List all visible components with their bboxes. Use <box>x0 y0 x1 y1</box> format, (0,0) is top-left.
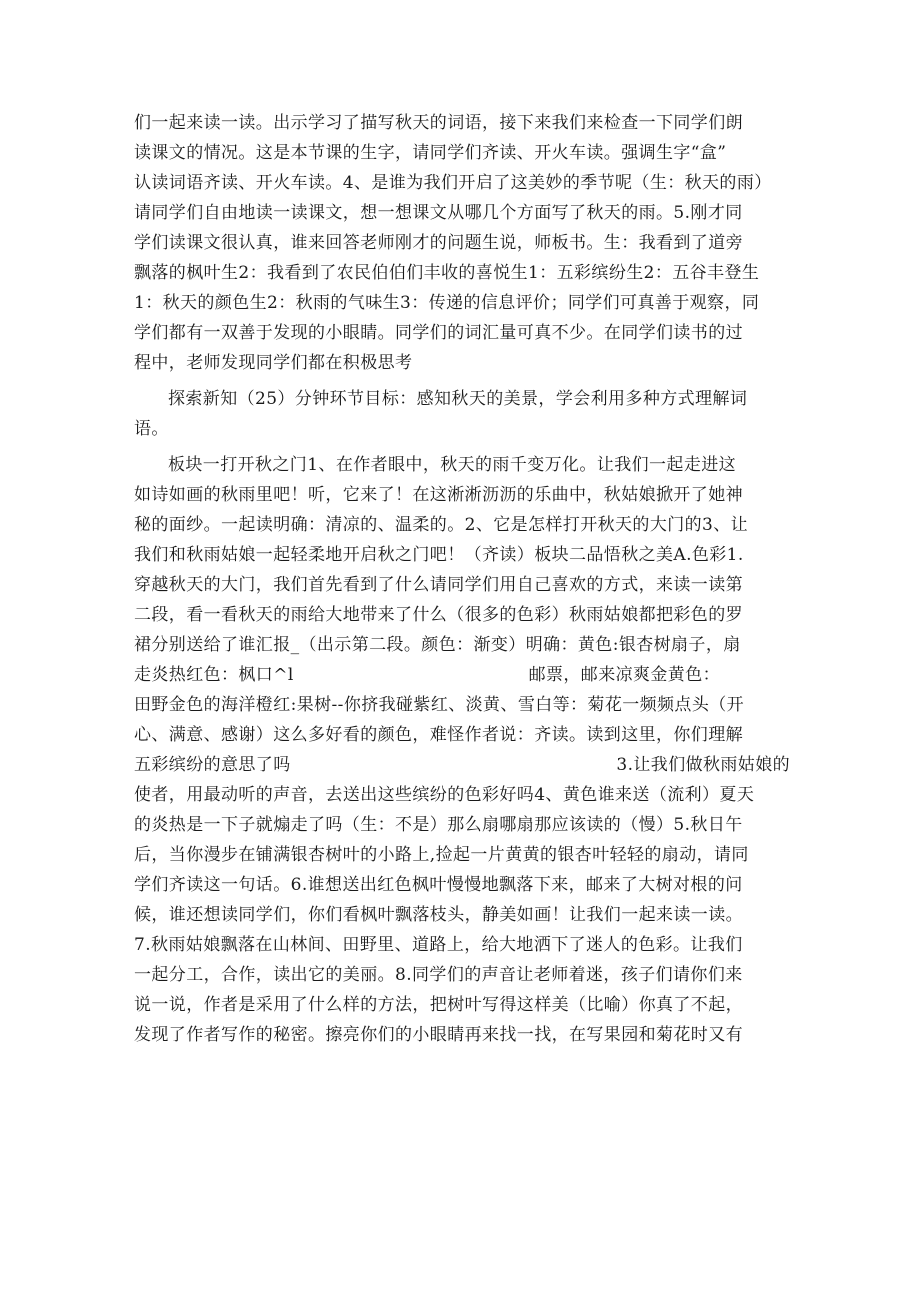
text-fragment-right: 3.让我们做秋雨姑娘的 <box>616 755 790 775</box>
text-line: 学们都有一双善于发现的小眼睛。同学们的词汇量可真不少。在同学们读书的过 <box>134 323 743 343</box>
text-line: 读课文的情况。这是本节课的生字，请同学们齐读、开火车读。强调生字“盒” <box>134 143 727 163</box>
paragraph-1 <box>134 108 790 378</box>
text-line: 说一说，作者是采用了什么样的方法，把树叶写得这样美（比喻）你真了不起， <box>134 995 743 1015</box>
text-line: 程中，老师发现同学们都在积极思考 <box>134 353 413 373</box>
text-line: 的炎热是一下子就煽走了吗（生：不是）那么扇哪扇那应该读的（慢）5.秋日午 <box>134 815 743 835</box>
document-page <box>134 108 790 1050</box>
text-line: 候，谁还想读同学们，你们看枫叶飘落枝头，静美如画！让我们一起来读一读。 <box>134 905 743 925</box>
text-line: 田野金色的海洋橙红:果树--你挤我碰紫红、淡黄、雪白等：菊花一频频点头（开 <box>134 695 745 715</box>
text-line: 裙分别送给了谁汇报_（出示第二段。颜色：渐变）明确：黄色:银杏树扇子，扇 <box>134 635 741 655</box>
text-line: 学们齐读这一句话。6.谁想送出红色枫叶慢慢地飘落下来，邮来了大树对根的问 <box>134 875 743 895</box>
text-fragment-left: 走炎热红色：枫口^l <box>134 665 294 685</box>
text-line: 使者，用最动听的声音，去送出这些缤纷的色彩好吗4、黄色谁来送（流利）夏天 <box>134 785 755 805</box>
text-line: 二段，看一看秋天的雨给大地带来了什么（很多的色彩）秋雨姑娘都把彩色的罗 <box>134 605 743 625</box>
text-line: 语。 <box>134 419 169 439</box>
text-fragment-right: 邮票，邮来凉爽金黄色： <box>528 665 720 685</box>
text-line: 1：秋天的颜色生2：秋雨的气味生3：传递的信息评价；同学们可真善于观察，同 <box>134 293 760 313</box>
text-line: 心、满意、感谢）这么多好看的颜色，难怪作者说：齐读。读到这里，你们理解 <box>134 725 743 745</box>
text-line: 们一起来读一读。出示学习了描写秋天的词语，接下来我们来检查一下同学们朗 <box>134 113 743 133</box>
text-line: 后，当你漫步在铺满银杏树叶的小路上,捡起一片黄黄的银杏叶轻轻的扇动，请同 <box>134 845 749 865</box>
paragraph-3 <box>134 450 790 1050</box>
text-line-with-gap <box>134 660 790 690</box>
text-line: 飘落的枫叶生2：我看到了农民伯伯们丰收的喜悦生1：五彩缤纷生2：五谷丰登生 <box>134 263 760 283</box>
text-line: 一起分工，合作，读出它的美丽。8.同学们的声音让老师着迷，孩子们请你们来 <box>134 965 743 985</box>
text-line: 探索新知（25）分钟环节目标：感知秋天的美景，学会利用多种方式理解词 <box>168 389 748 409</box>
text-line: 我们和秋雨姑娘一起轻柔地开启秋之门吧！（齐读）板块二品悟秋之美A.色彩1. <box>134 545 744 565</box>
text-fragment-left: 五彩缤纷的意思了吗 <box>134 755 291 775</box>
text-line: 认读词语齐读、开火车读。4、是谁为我们开启了这美妙的季节呢（生：秋天的雨） <box>134 173 772 193</box>
text-line: 如诗如画的秋雨里吧！听，它来了！在这淅淅沥沥的乐曲中，秋姑娘掀开了她神 <box>134 485 743 505</box>
text-line-with-gap <box>134 750 790 780</box>
text-line: 7.秋雨姑娘飘落在山林间、田野里、道路上，给大地洒下了迷人的色彩。让我们 <box>134 935 743 955</box>
text-line: 穿越秋天的大门，我们首先看到了什么请同学们用自己喜欢的方式，来读一读第 <box>134 575 743 595</box>
text-line: 发现了作者写作的秘密。擦亮你们的小眼睛再来找一找，在写果园和菊花时又有 <box>134 1025 743 1045</box>
paragraph-2 <box>134 384 790 444</box>
text-line: 秘的面纱。一起读明确：清凉的、温柔的。2、它是怎样打开秋天的大门的3、让 <box>134 515 749 535</box>
text-line: 请同学们自由地读一读课文，想一想课文从哪几个方面写了秋天的雨。5.刚才同 <box>134 203 743 223</box>
text-line: 学们读课文很认真，谁来回答老师刚才的问题生说，师板书。生：我看到了道旁 <box>134 233 743 253</box>
text-line: 板块一打开秋之门1、在作者眼中，秋天的雨千变万化。让我们一起走进这 <box>168 455 737 475</box>
